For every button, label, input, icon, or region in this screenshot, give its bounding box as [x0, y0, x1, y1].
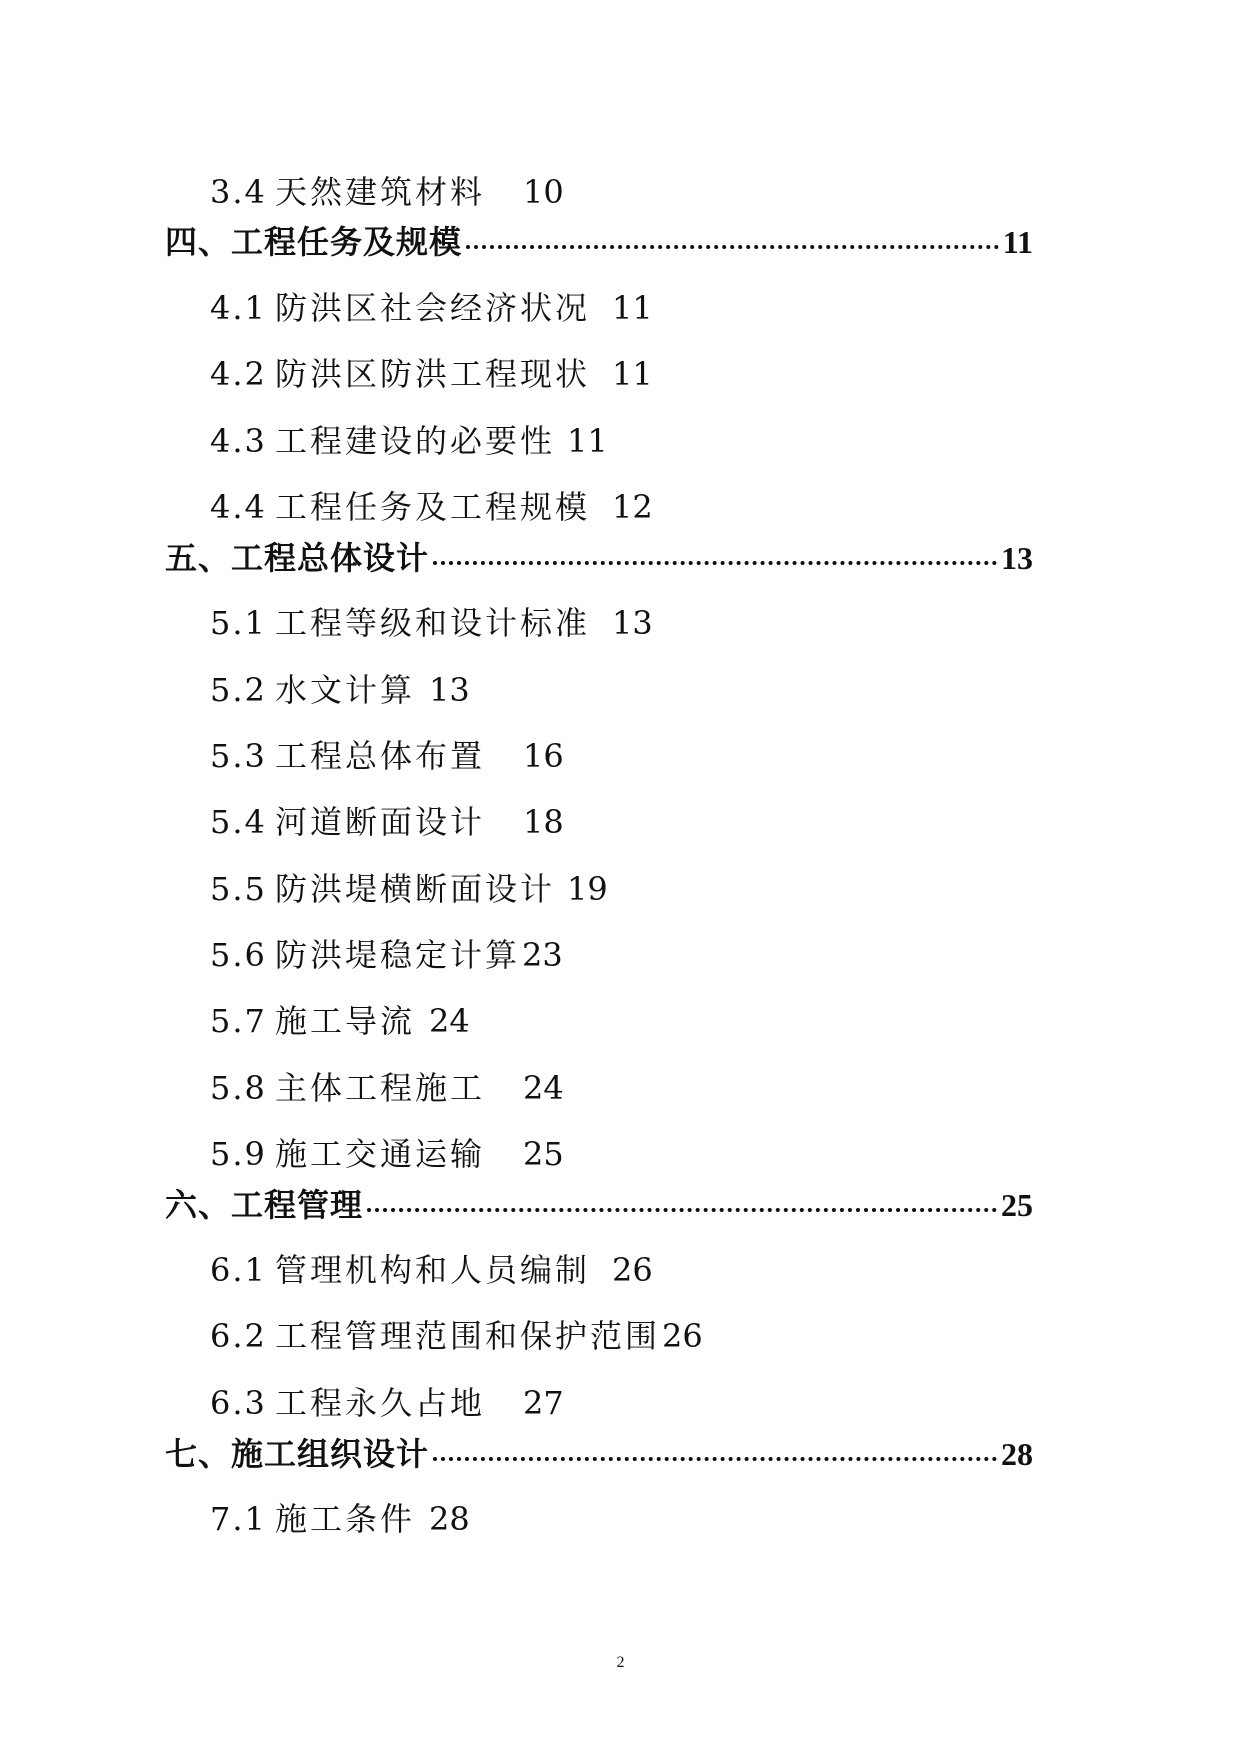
toc-entry-number: 5.7: [210, 1002, 267, 1040]
toc-entry-4-4[interactable]: [210, 488, 653, 526]
toc-entry-page: 16: [523, 737, 564, 775]
toc-entry-title: 工程建设的必要性: [275, 422, 556, 460]
toc-entry-number: 4.1: [210, 289, 267, 327]
toc-entry-title: 防洪区防洪工程现状: [275, 355, 591, 393]
toc-entry-title: 施工交通运输: [275, 1135, 486, 1173]
toc-entry-number: 3.4: [210, 173, 267, 211]
toc-chapter-4[interactable]: [165, 223, 1033, 261]
toc-entry-page: 10: [523, 173, 564, 211]
toc-entry-4-3[interactable]: [210, 422, 608, 460]
toc-entry-number: 4.4: [210, 488, 267, 526]
toc-entry-page: 12: [612, 488, 653, 526]
toc-entry-page: 25: [523, 1135, 564, 1173]
toc-entry-number: 5.5: [210, 870, 267, 908]
toc-entry-title: 河道断面设计: [275, 803, 486, 841]
toc-entry-page: 11: [567, 422, 608, 460]
toc-entry-page: 28: [429, 1500, 470, 1538]
toc-entry-5-1[interactable]: [210, 604, 653, 642]
toc-entry-title: 天然建筑材料: [275, 173, 486, 211]
toc-chapter-title: 五、工程总体设计: [165, 539, 430, 577]
dot-leader: [367, 1207, 997, 1212]
toc-entry-page: 24: [429, 1002, 470, 1040]
toc-entry-title: 工程永久占地: [275, 1384, 486, 1422]
toc-entry-number: 5.4: [210, 803, 267, 841]
toc-entry-title: 管理机构和人员编制: [275, 1251, 591, 1289]
toc-entry-title: 施工导流: [275, 1002, 416, 1040]
toc-entry-title: 施工条件: [275, 1500, 416, 1538]
toc-chapter-page: 28: [1001, 1436, 1033, 1472]
toc-chapter-6[interactable]: [165, 1186, 1033, 1224]
toc-chapter-page: 25: [1001, 1187, 1033, 1223]
toc-entry-number: 5.8: [210, 1069, 267, 1107]
toc-chapter-title: 七、施工组织设计: [165, 1435, 430, 1473]
toc-entry-5-5[interactable]: [210, 870, 608, 908]
toc-entry-number: 5.6: [210, 936, 267, 974]
toc-entry-number: 6.3: [210, 1384, 267, 1422]
toc-entry-5-8[interactable]: [210, 1069, 564, 1107]
toc-entry-title: 主体工程施工: [275, 1069, 486, 1107]
toc-entry-page: 13: [612, 604, 653, 642]
toc-entry-number: 5.3: [210, 737, 267, 775]
toc-entry-7-1[interactable]: [210, 1500, 470, 1538]
toc-chapter-5[interactable]: [165, 539, 1033, 577]
toc-entry-number: 6.1: [210, 1251, 267, 1289]
toc-entry-page: 24: [523, 1069, 564, 1107]
dot-leader: [466, 244, 999, 249]
toc-entry-5-6[interactable]: [210, 936, 563, 974]
toc-entry-number: 5.1: [210, 604, 267, 642]
toc-entry-page: 19: [567, 870, 608, 908]
toc-chapter-page: 11: [1002, 224, 1033, 260]
toc-entry-title: 工程管理范围和保护范围: [275, 1317, 661, 1355]
toc-entry-page: 26: [612, 1251, 653, 1289]
toc-entry-number: 4.2: [210, 355, 267, 393]
toc-entry-title: 工程任务及工程规模: [275, 488, 591, 526]
page-number: 2: [616, 1654, 625, 1671]
toc-entry-5-2[interactable]: [210, 671, 470, 709]
toc-entry-number: 7.1: [210, 1500, 267, 1538]
toc-entry-title: 防洪堤横断面设计: [275, 870, 556, 908]
dot-leader: [433, 1456, 997, 1461]
toc-entry-page: 18: [523, 803, 564, 841]
toc-entry-title: 工程等级和设计标准: [275, 604, 591, 642]
toc-entry-number: 4.3: [210, 422, 267, 460]
toc-entry-page: 23: [522, 936, 563, 974]
toc-entry-5-4[interactable]: [210, 803, 564, 841]
toc-entry-page: 13: [429, 671, 470, 709]
dot-leader: [433, 560, 997, 565]
toc-entry-number: 6.2: [210, 1317, 267, 1355]
toc-entry-page: 26: [662, 1317, 703, 1355]
toc-entry-5-3[interactable]: [210, 737, 564, 775]
toc-entry-6-3[interactable]: [210, 1384, 564, 1422]
toc-entry-6-1[interactable]: [210, 1251, 653, 1289]
toc-entry-page: 11: [612, 289, 653, 327]
toc-entry-5-9[interactable]: [210, 1135, 564, 1173]
toc-entry-title: 防洪堤稳定计算: [275, 936, 521, 974]
toc-chapter-title: 四、工程任务及规模: [165, 223, 463, 261]
toc-entry-4-1[interactable]: [210, 289, 653, 327]
toc-entry-3-4[interactable]: [210, 173, 564, 211]
toc-chapter-7[interactable]: [165, 1435, 1033, 1473]
toc-entry-5-7[interactable]: [210, 1002, 470, 1040]
toc-entry-title: 工程总体布置: [275, 737, 486, 775]
toc-entry-6-2[interactable]: [210, 1317, 703, 1355]
toc-entry-page: 27: [523, 1384, 564, 1422]
toc-chapter-title: 六、工程管理: [165, 1186, 364, 1224]
toc-entry-4-2[interactable]: [210, 355, 653, 393]
toc-entry-page: 11: [612, 355, 653, 393]
toc-entry-number: 5.9: [210, 1135, 267, 1173]
toc-entry-title: 水文计算: [275, 671, 416, 709]
toc-entry-title: 防洪区社会经济状况: [275, 289, 591, 327]
toc-chapter-page: 13: [1001, 540, 1033, 576]
toc-entry-number: 5.2: [210, 671, 267, 709]
